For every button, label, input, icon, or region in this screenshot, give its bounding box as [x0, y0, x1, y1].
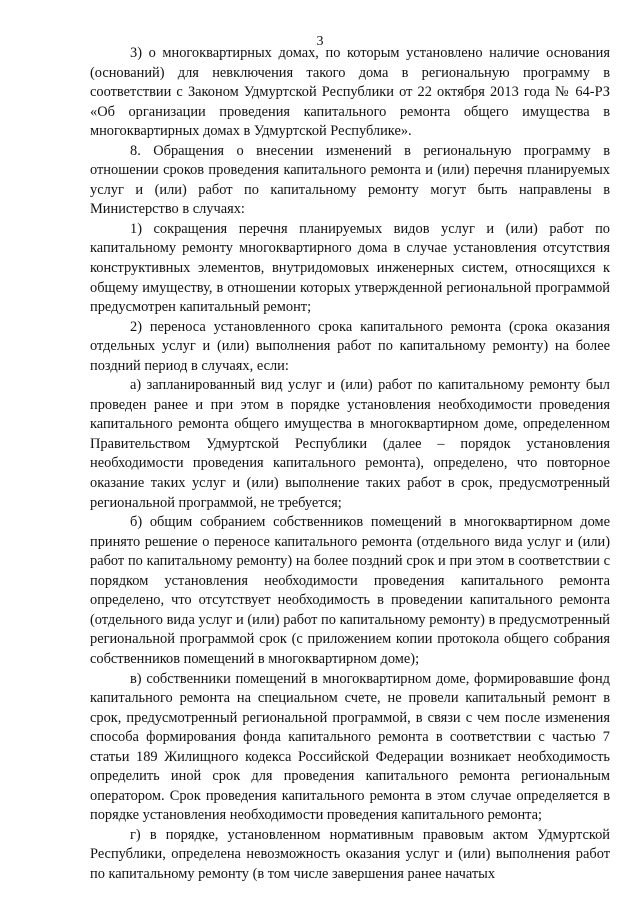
- paragraph-subitem-b: б) общим собранием собственников помещений в многоквартирном доме принято решение о переносе капитального ремонта (отдельного вида услуг и (или) работ по капитальному ремонту) на более поздний срок и при этом в соответствии с порядком установления необходимости проведения капитального ремонта определено, что отсутствует необходимость в проведении капитального ремонта (отдельного вида услуг и (или) работ по капитальному ремонту) в предусмотренный региональной программой срок (с приложением копии протокола общего собрания собственников помещений в многоквартирном доме);: [90, 514, 610, 667]
- paragraph-item-3: 3) о многоквартирных домах, по которым установлено наличие основания (оснований) для невключения такого дома в региональную программу в соответствии с Законом Удмуртской Республики от 22 октября 2013 года № 64-РЗ «Об организации проведения капитального ремонта общего имущества в многоквартирных домах в Удмуртской Республике».: [90, 45, 610, 140]
- paragraph-8-intro: 8. Обращения о внесении изменений в региональную программу в отношении сроков проведения капитального ремонта и (или) перечня планируемых услуг и (или) работ по капитальному ремонту могут быть направлены в Министерство в случаях:: [90, 142, 610, 218]
- paragraph-subitem-2: 2) переноса установленного срока капитального ремонта (срока оказания отдельных услуг и (или) выполнения работ по капитальному ремонту) на более поздний период в случаях, если:: [90, 318, 610, 374]
- paragraph-subitem-v: в) собственники помещений в многоквартирном доме, формировавшие фонд капитального ремонта на специальном счете, не провели капитальный ремонт в срок, предусмотренный региональной программой, в связи с чем после изменения способа формирования фонда капитального ремонта в соответствии с частью 7 статьи 189 Жилищного кодекса Российской Федерации возникает необходимость определить иной срок для проведения капитального ремонта региональным оператором. Срок проведения капитального ремонта в этом случае определяется в порядке установления необходимости проведения капитального ремонта;: [90, 670, 610, 824]
- paragraph-subitem-1: 1) сокращения перечня планируемых видов услуг и (или) работ по капитальному ремонту многоквартирного дома в случае установления отсутствия конструктивных элементов, внутридомовых инженерных систем, относящихся к общему имуществу, в отношении которых утвержденной региональной программой предусмотрен капитальный ремонт;: [90, 220, 610, 316]
- paragraph-subitem-a: а) запланированный вид услуг и (или) работ по капитальному ремонту был проведен ранее и при этом в порядке установления необходимости проведения капитального ремонта общего имущества в многоквартирном доме, определенном Правительством Удмуртской Республики (далее – порядок установления необходимости проведения капитального ремонта), определено, что повторное оказание таких услуг и (или) выполнение таких работ в срок, предусмотренный региональной программой, не требуется;: [90, 377, 610, 511]
- paragraph-subitem-g: г) в порядке, установленном нормативным правовым актом Удмуртской Республики, определена невозможность оказания услуг и (или) выполнения работ по капитальному ремонту (в том числе завершения ранее начатых: [90, 826, 610, 882]
- document-body: [90, 44, 610, 885]
- page-number: 3: [316, 34, 324, 49]
